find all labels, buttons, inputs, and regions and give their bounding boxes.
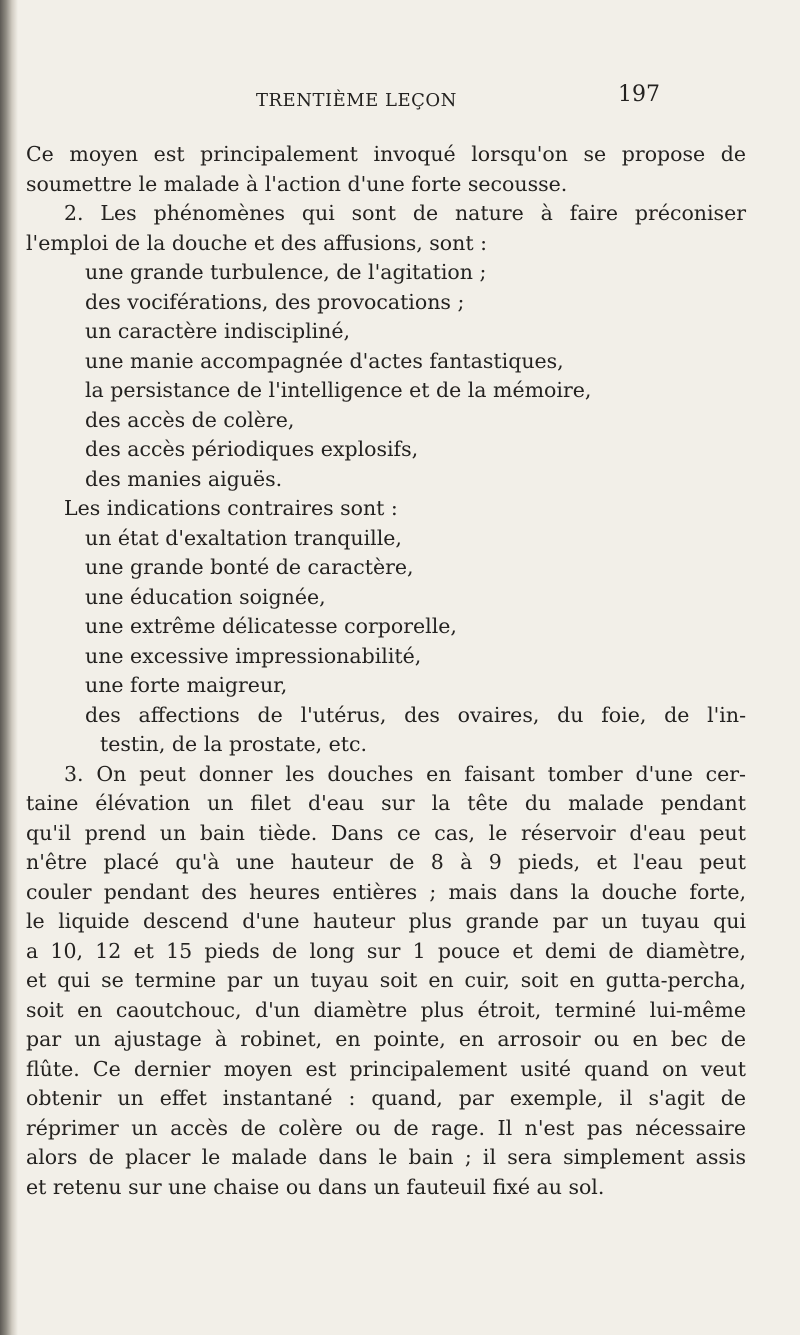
page-binding-shadow — [0, 0, 18, 1335]
text-line: alors de placer le malade dans le bain ; il sera simplement assis — [26, 1145, 746, 1169]
text-line: soumettre le malade à l'action d'une forte secousse. — [26, 171, 568, 196]
list-item: une grande turbulence, de l'agitation ; — [85, 260, 487, 284]
list-item: une grande bonté de caractère, — [85, 555, 414, 579]
running-title: TRENTIÈME LEÇON — [256, 90, 457, 111]
text-line: réprimer un accès de colère ou de rage. Il n'est pas nécessaire — [26, 1115, 746, 1140]
list-item: des vociférations, des provocations ; — [85, 289, 465, 314]
text-line: obtenir un effet instantané : quand, par exemple, il s'agit de — [26, 1086, 746, 1110]
text-line: soit en caoutchouc, d'un diamètre plus étroit, terminé lui-même — [26, 997, 746, 1022]
list-item: la persistance de l'intelligence et de la mémoire, — [85, 378, 592, 402]
text-line: 2. Les phénomènes qui sont de nature à faire préconiser — [64, 201, 746, 225]
text-line: 3. On peut donner les douches en faisant tomber d'une cer- — [64, 761, 746, 786]
list-item: un état d'exaltation tranquille, — [85, 525, 402, 550]
text-line: et qui se termine par un tuyau soit en cuir, soit en gutta-percha, — [26, 968, 746, 992]
list-item: un caractère indiscipliné, — [85, 319, 351, 343]
text-line: par un ajustage à robinet, en pointe, en arrosoir ou en bec de — [26, 1027, 746, 1051]
text-line: le liquide descend d'une hauteur plus grande par un tuyau qui — [26, 909, 746, 933]
list-item: une forte maigreur, — [85, 673, 288, 697]
text-line: Ce moyen est principalement invoqué lorsqu'on se propose de — [26, 142, 746, 166]
list-item-continuation: testin, de la prostate, etc. — [100, 732, 368, 756]
list-item: une manie accompagnée d'actes fantastiques, — [85, 348, 564, 373]
body-text — [26, 140, 746, 1202]
text-line: flûte. Ce dernier moyen est principalement usité quand on veut — [26, 1056, 746, 1081]
text-line: n'être placé qu'à une hauteur de 8 à 9 pieds, et l'eau peut — [26, 850, 746, 874]
list-item: des accès périodiques explosifs, — [85, 437, 419, 461]
text-line: qu'il prend un bain tiède. Dans ce cas, le réservoir d'eau peut — [26, 820, 746, 845]
list-item: des accès de colère, — [85, 407, 295, 432]
list-item: une excessive impressionabilité, — [85, 643, 422, 668]
text-line: taine élévation un filet d'eau sur la tête du malade pendant — [26, 791, 746, 815]
list-item: une extrême délicatesse corporelle, — [85, 614, 457, 638]
list-item: des affections de l'utérus, des ovaires, du foie, de l'in- — [85, 702, 746, 727]
text-line: l'emploi de la douche et des affusions, sont : — [26, 230, 487, 255]
page-number: 197 — [618, 82, 660, 107]
text-line: et retenu sur une chaise ou dans un fauteuil fixé au sol. — [26, 1174, 605, 1199]
list-item: des manies aiguës. — [85, 466, 283, 491]
list-item: une éducation soignée, — [85, 584, 326, 609]
text-line: a 10, 12 et 15 pieds de long sur 1 pouce et demi de diamètre, — [26, 938, 746, 963]
page-header — [0, 82, 800, 118]
text-line: couler pendant des heures entières ; mais dans la douche forte, — [26, 879, 746, 904]
text-line: Les indications contraires sont : — [64, 496, 398, 520]
